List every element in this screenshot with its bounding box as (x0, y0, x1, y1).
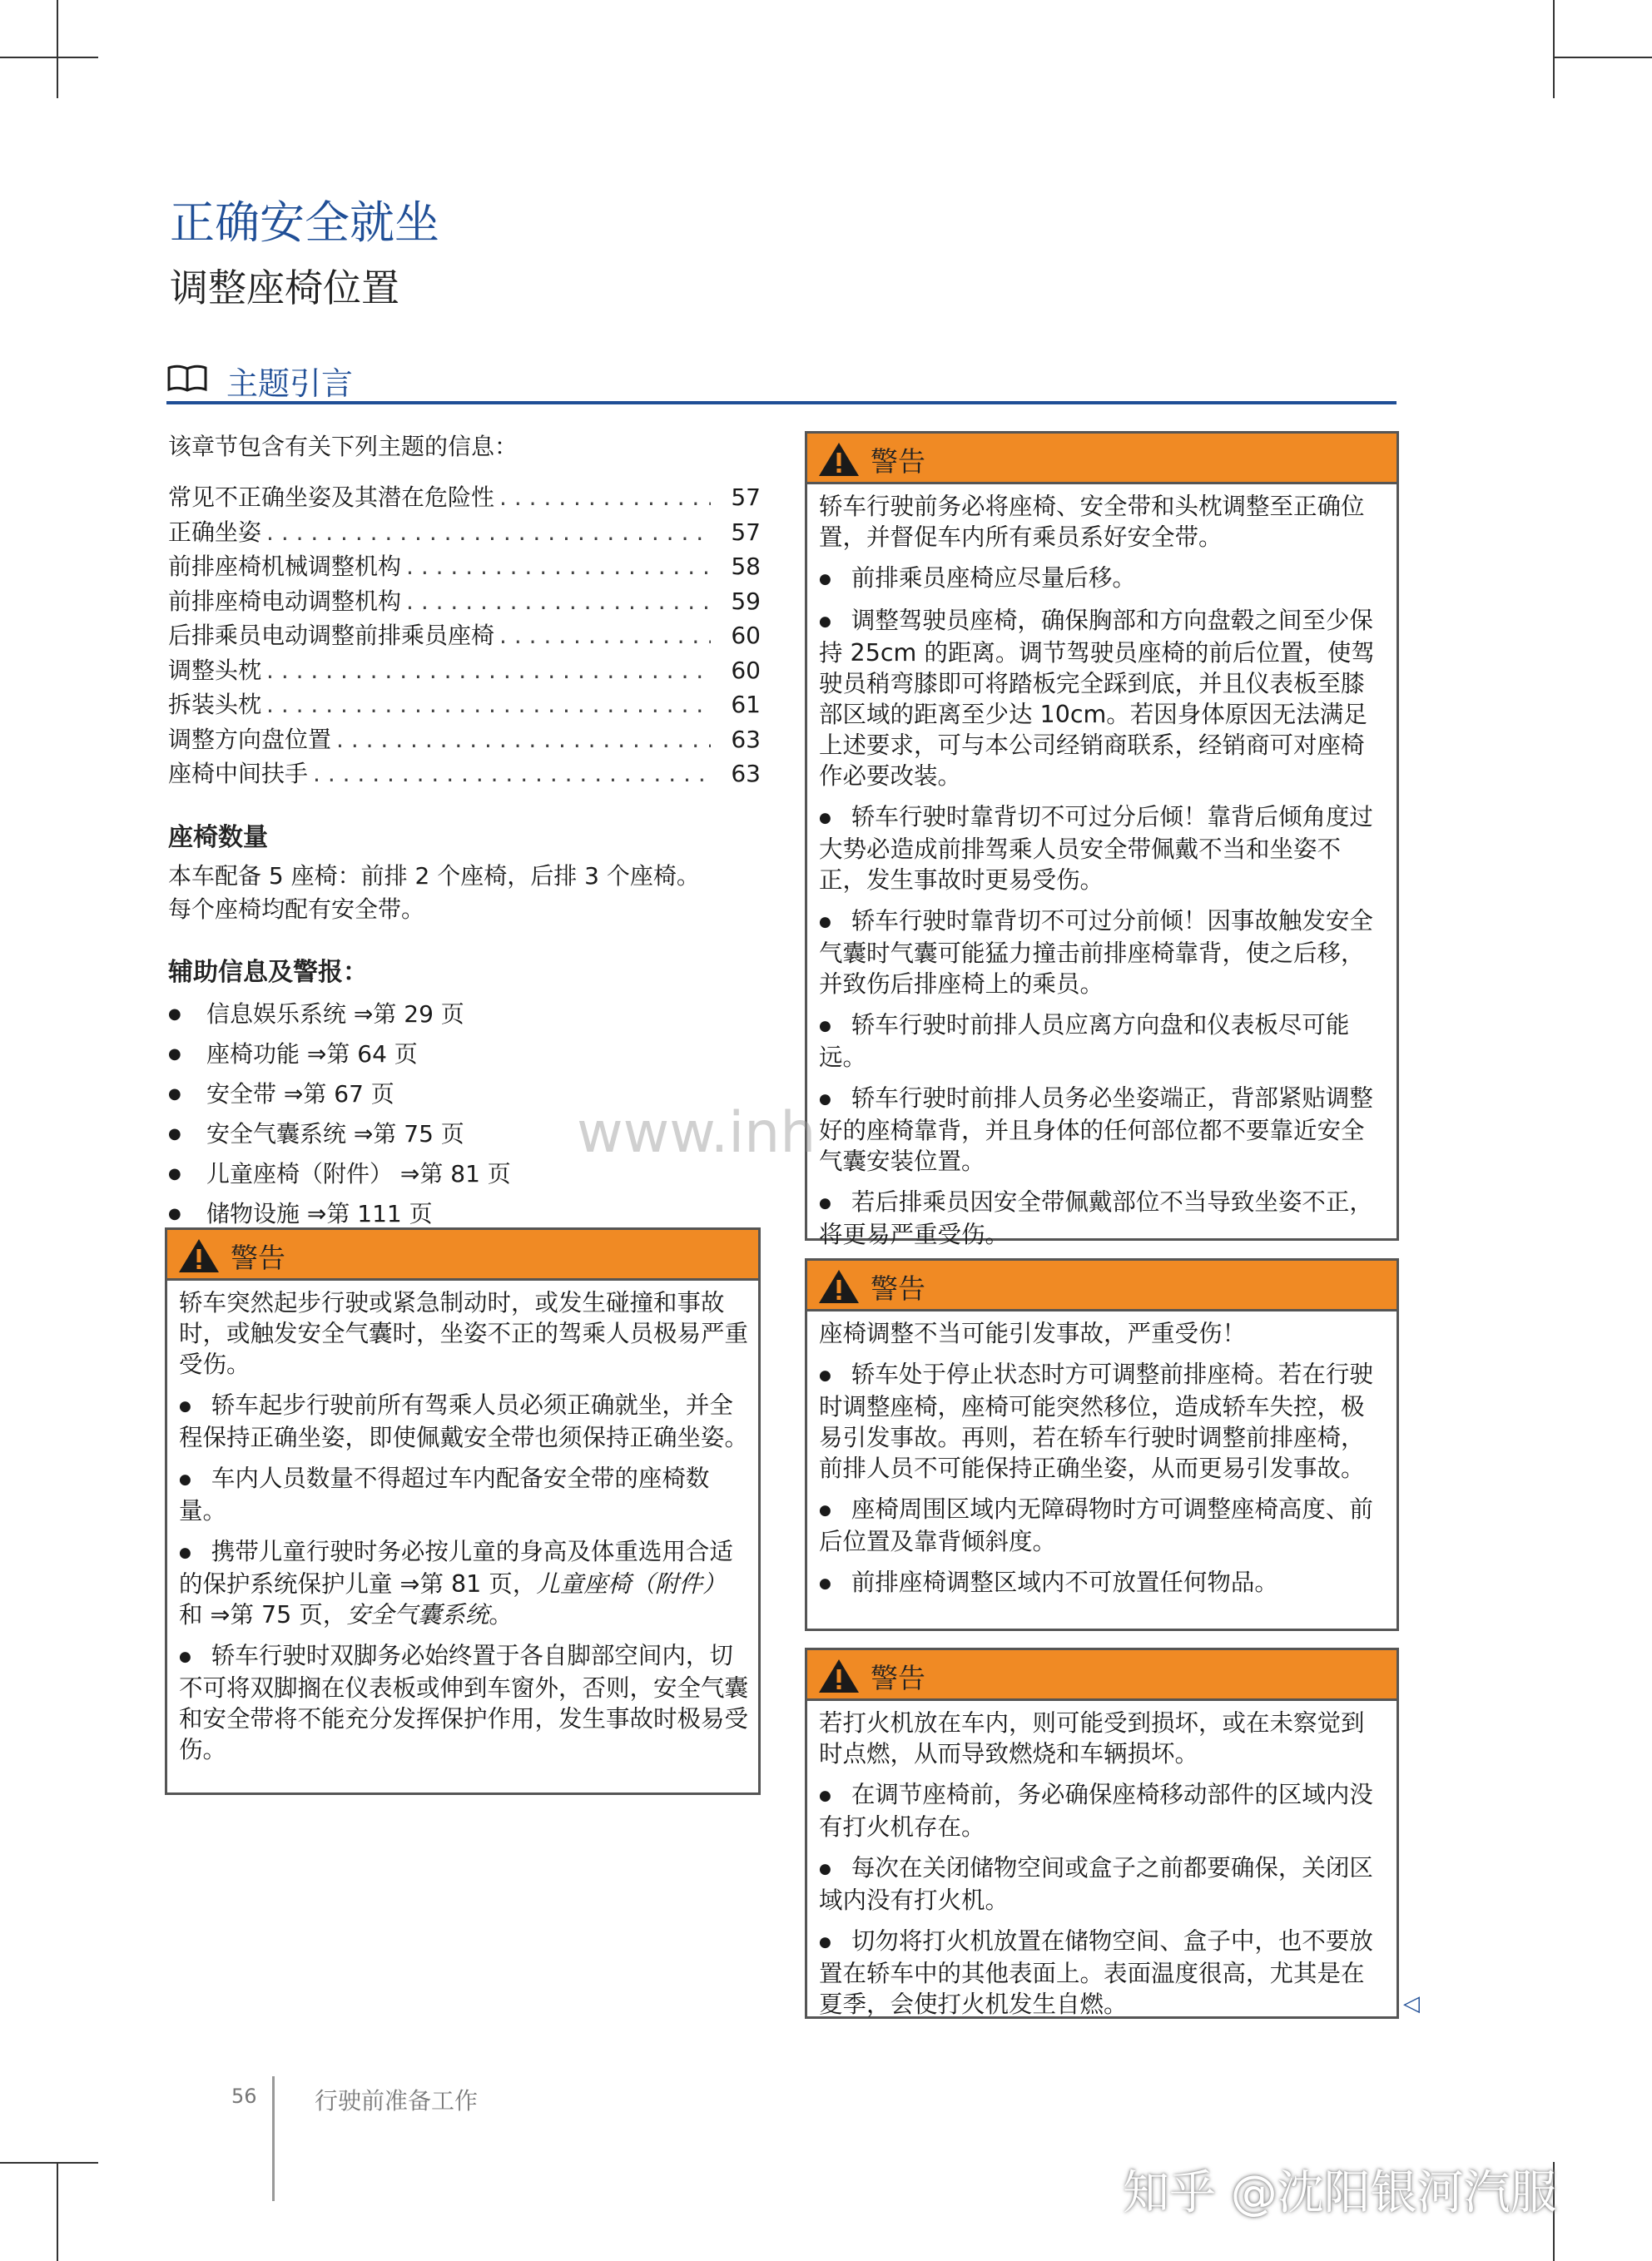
toc-item[interactable]: 后排乘员电动调整前排乘员座椅 . . . 60 (168, 618, 761, 653)
aux-heading: 辅助信息及警报： (168, 957, 368, 987)
warning-triangle-icon (177, 1237, 221, 1277)
warning-bullet: ● 轿车行驶时靠背切不可过分后倾！靠背后倾角度过大势必造成前排驾乘人员安全带佩戴不当和坐姿不正，发生事故时更易受伤。 (819, 801, 1387, 895)
watermark: www.inh (577, 1100, 816, 1166)
warning-bullet: ● 前排座椅调整区域内不可放置任何物品。 (819, 1567, 1387, 1599)
aux-link[interactable]: ● 信息娱乐系统 ⇒第 29 页 (168, 994, 761, 1034)
brand-watermark: 知乎 @沈阳银河汽服 (1123, 2166, 1557, 2220)
warning-box (805, 1648, 1399, 2019)
chapter-title: 行驶前准备工作 (315, 2087, 479, 2115)
crop-mark (1553, 0, 1555, 98)
warning-body (807, 1701, 1397, 2020)
warning-bullet: ● 座椅周围区域内无障碍物时方可调整座椅高度、前后位置及靠背倾斜度。 (819, 1494, 1387, 1557)
seats-line: 每个座椅均配有安全带。 (168, 895, 425, 923)
warning-bullet: ● 携带儿童行驶时务必按儿童的身高及体重选用合适的保护系统保护儿童 ⇒第 81 页，儿童座椅（附件）和 ⇒第 75 页，安全气囊系统。 (179, 1536, 748, 1630)
xref-link[interactable]: 儿童座椅（附件） (536, 1570, 727, 1598)
warning-triangle-icon (817, 1658, 861, 1698)
warning-box (805, 431, 1399, 1248)
topic-header (166, 358, 1397, 404)
warning-body (167, 1281, 758, 1765)
warning-label: 警告 (871, 445, 925, 478)
crop-mark (57, 0, 58, 98)
warning-header (807, 1261, 1397, 1311)
warning-bullet: ● 轿车处于停止状态时方可调整前排座椅。若在行驶时调整座椅，座椅可能突然移位，造成轿车失控，极易引发事故。再则，若在轿车行驶时调整前排座椅，前排人员不可能保持正确坐姿，从而更易引发事故。 (819, 1359, 1387, 1484)
warning-bullet: ● 前排乘员座椅应尽量后移。 (819, 563, 1387, 595)
warning-box (805, 1258, 1399, 1631)
warning-intro: 若打火机放在车内，则可能受到损坏，或在未察觉到时点燃，从而导致燃烧和车辆损坏。 (819, 1709, 1365, 1768)
crop-mark (0, 57, 98, 58)
aux-link[interactable]: ● 座椅功能 ⇒第 64 页 (168, 1034, 761, 1074)
seats-line: 本车配备 5 座椅：前排 2 个座椅，后排 3 个座椅。 (168, 861, 700, 890)
aux-link[interactable]: ● 储物设施 ⇒第 111 页 (168, 1194, 761, 1234)
aux-link[interactable]: ● 安全带 ⇒第 67 页 (168, 1074, 761, 1114)
crop-mark (57, 2162, 58, 2261)
warning-body (807, 484, 1397, 1250)
topic-label: 主题引言 (226, 365, 354, 402)
warning-bullet: ● 切勿将打火机放置在储物空间、盒子中，也不要放置在轿车中的其他表面上。表面温度很高，尤其是在夏季，会使打火机发生自燃。 (819, 1926, 1387, 2020)
page-subtitle: 调整座椅位置 (170, 265, 399, 310)
open-book-icon (166, 363, 208, 396)
toc-item[interactable]: 座椅中间扶手 . . . 63 (168, 756, 761, 791)
warning-intro: 轿车行驶前务必将座椅、安全带和头枕调整至正确位置，并督促车内所有乘员系好安全带。 (819, 493, 1365, 551)
page-title: 正确安全就坐 (170, 196, 439, 249)
footer-divider (272, 2076, 275, 2201)
warning-bullet: ● 轿车行驶时双脚务必始终置于各自脚部空间内，切不可将双脚搁在仪表板或伸到车窗外，否则，安全气囊和安全带将不能充分发挥保护作用，发生事故时极易受伤。 (179, 1640, 748, 1765)
warning-box (165, 1227, 761, 1795)
aux-link[interactable]: ● 儿童座椅（附件） ⇒第 81 页 (168, 1154, 761, 1194)
warning-bullet: ● 轿车行驶时前排人员应离方向盘和仪表板尽可能远。 (819, 1009, 1387, 1073)
page-number: 56 (231, 2085, 257, 2108)
warning-triangle-icon (817, 441, 861, 481)
warning-header (807, 434, 1397, 484)
topic-intro: 该章节包含有关下列主题的信息： (168, 433, 518, 460)
toc-item[interactable]: 正确坐姿 . . . 57 (168, 515, 761, 550)
toc-item[interactable]: 前排座椅电动调整机构 . . . 59 (168, 584, 761, 619)
warning-bullet: ● 车内人员数量不得超过车内配备安全带的座椅数量。 (179, 1463, 748, 1526)
warning-bullet: ● 每次在关闭储物空间或盒子之前都要确保，关闭区域内没有打火机。 (819, 1852, 1387, 1916)
warning-bullet: ● 轿车起步行驶前所有驾乘人员必须正确就坐，并全程保持正确坐姿，即使佩戴安全带也须保持正确坐姿。 (179, 1390, 748, 1453)
toc-item[interactable]: 调整方向盘位置 . . . 63 (168, 722, 761, 757)
section-end-icon: ◁ (1403, 1991, 1420, 2016)
toc-list (168, 480, 761, 791)
warning-intro: 座椅调整不当可能引发事故，严重受伤！ (819, 1320, 1247, 1347)
warning-triangle-icon (817, 1268, 861, 1308)
warning-label: 警告 (231, 1242, 285, 1274)
warning-bullet: ● 轿车行驶时前排人员务必坐姿端正，背部紧贴调整好的座椅靠背，并且身体的任何部位都不要靠近安全气囊安装位置。 (819, 1083, 1387, 1177)
crop-mark (1553, 57, 1652, 58)
warning-body (807, 1311, 1397, 1599)
toc-item[interactable]: 前排座椅机械调整机构 . . . 58 (168, 549, 761, 584)
crop-mark (0, 2162, 98, 2164)
warning-bullet: ● 调整驾驶员座椅，确保胸部和方向盘毂之间至少保持 25cm 的距离。调节驾驶员座椅的前后位置，使驾驶员稍弯膝即可将踏板完全踩到底，并且仪表板至膝部区域的距离至少达 10cm。若因身体原因无法满足上述要求，可与本公司经销商联系，经销商可对座椅作必要改装。 (819, 605, 1387, 791)
warning-label: 警告 (871, 1272, 925, 1305)
seats-heading: 座椅数量 (168, 822, 268, 852)
warning-intro: 轿车突然起步行驶或紧急制动时，或发生碰撞和事故时，或触发安全气囊时，坐姿不正的驾乘人员极易严重受伤。 (179, 1289, 749, 1378)
xref-link[interactable]: 安全气囊系统 (346, 1601, 489, 1629)
warning-bullet: ● 若后排乘员因安全带佩戴部位不当导致坐姿不正，将更易严重受伤。 (819, 1187, 1387, 1250)
toc-item[interactable]: 常见不正确坐姿及其潜在危险性 . . . 57 (168, 480, 761, 515)
warning-bullet: ● 在调节座椅前，务必确保座椅移动部件的区域内没有打火机存在。 (819, 1779, 1387, 1842)
toc-item[interactable]: 调整头枕 . . . 60 (168, 653, 761, 688)
warning-label: 警告 (871, 1662, 925, 1694)
aux-link[interactable]: ● 安全气囊系统 ⇒第 75 页 (168, 1114, 761, 1154)
warning-header (807, 1650, 1397, 1701)
toc-item[interactable]: 拆装头枕 . . . 61 (168, 687, 761, 722)
warning-bullet: ● 轿车行驶时靠背切不可过分前倾！因事故触发安全气囊时气囊可能猛力撞击前排座椅靠背，使之后移，并致伤后排座椅上的乘员。 (819, 905, 1387, 999)
warning-header (167, 1230, 758, 1281)
